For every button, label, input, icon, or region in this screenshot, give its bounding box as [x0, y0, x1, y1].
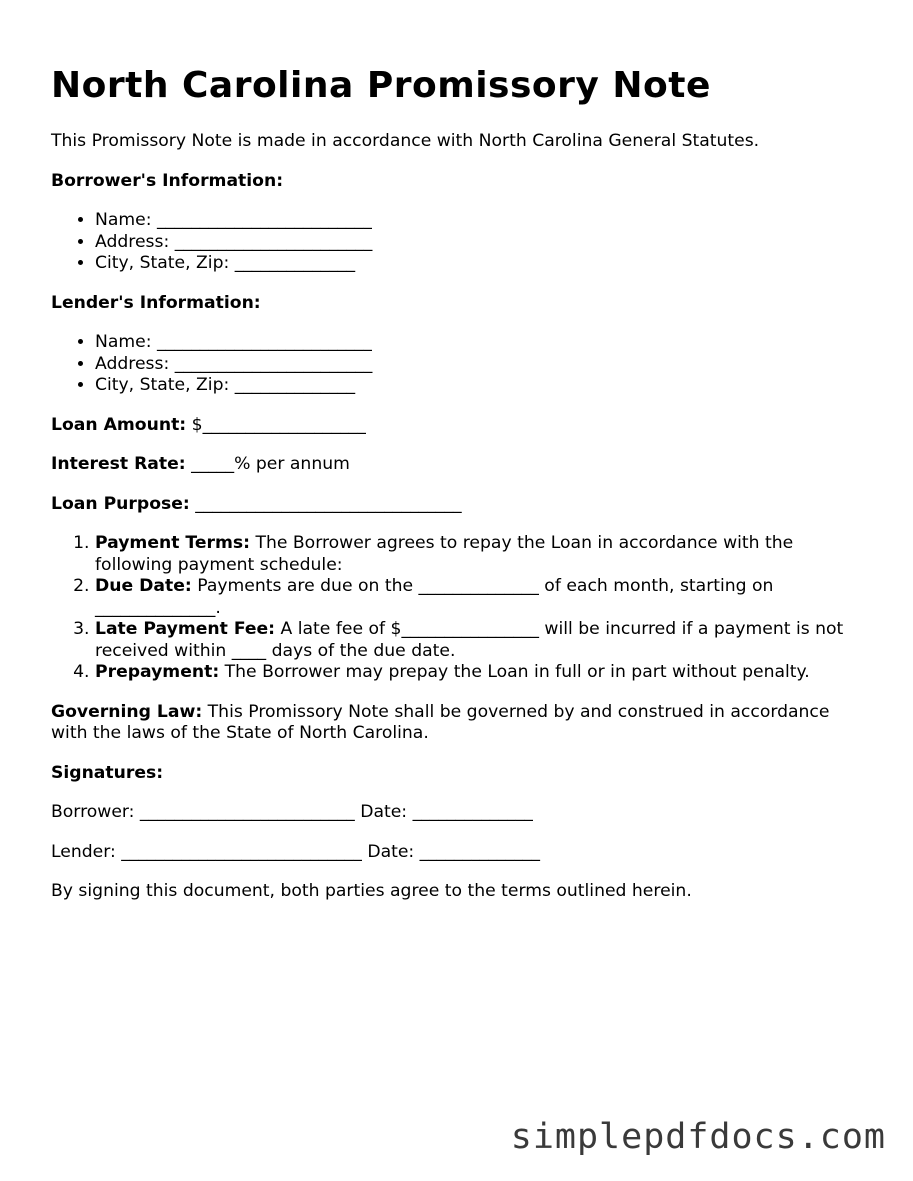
- loan-amount-line: [51, 415, 871, 437]
- loan-purpose-line: [51, 494, 871, 516]
- document-page: [51, 62, 871, 903]
- borrower-city-field: • City, State, Zip: ______________: [95, 253, 871, 275]
- lender-address-field: • Address: _______________________: [95, 354, 871, 376]
- signatures-heading: Signatures:: [51, 762, 164, 783]
- governing-law-text: This Promissory Note shall be governed by and construed in accordance with the laws of the State of North Carolina.: [51, 701, 830, 743]
- lender-city-field: • City, State, Zip: ______________: [95, 375, 871, 397]
- interest-rate-value: _____% per annum: [185, 454, 350, 474]
- lender-signature-line: Lender: ____________________________ Date: ______________: [51, 841, 540, 862]
- governing-law: [51, 702, 871, 745]
- terms-list: [51, 533, 871, 684]
- page-title: North Carolina Promissory Note: [51, 65, 711, 106]
- borrower-name-field: • Name: _________________________: [95, 210, 871, 232]
- interest-rate-line: [51, 454, 871, 476]
- term-due-date: 2. Due Date: Payments are due on the ______________ of each month, starting on ______________.: [95, 576, 871, 619]
- loan-amount-label: Loan Amount:: [51, 414, 187, 435]
- governing-law-label: Governing Law:: [51, 701, 203, 722]
- borrower-address-field: • Address: _______________________: [95, 232, 871, 254]
- loan-purpose-value: _______________________________: [189, 493, 462, 514]
- loan-purpose-label: Loan Purpose:: [51, 493, 190, 514]
- intro-text: This Promissory Note is made in accordance with North Carolina General Statutes.: [51, 131, 760, 151]
- loan-amount-value: $___________________: [186, 414, 366, 435]
- lender-heading: Lender's Information:: [51, 292, 261, 313]
- term-prepayment: 4. Prepayment: The Borrower may prepay the Loan in full or in part without penalty.: [95, 662, 871, 684]
- lender-fields: [51, 332, 871, 397]
- lender-name-field: • Name: _________________________: [95, 332, 871, 354]
- term-payment-terms: 1. Payment Terms: The Borrower agrees to repay the Loan in accordance with the following payment schedule:: [95, 533, 871, 576]
- borrower-fields: [51, 210, 871, 275]
- interest-rate-label: Interest Rate:: [51, 454, 186, 474]
- borrower-heading: Borrower's Information:: [51, 170, 284, 191]
- closing-statement: By signing this document, both parties agree to the terms outlined herein.: [51, 881, 692, 901]
- watermark: simplepdfdocs.com: [510, 1117, 886, 1157]
- term-late-payment-fee: 3. Late Payment Fee: A late fee of $________________ will be incurred if a payment is not received within ____ days of the due date.: [95, 619, 871, 662]
- borrower-signature-line: Borrower: _________________________ Date: ______________: [51, 802, 533, 822]
